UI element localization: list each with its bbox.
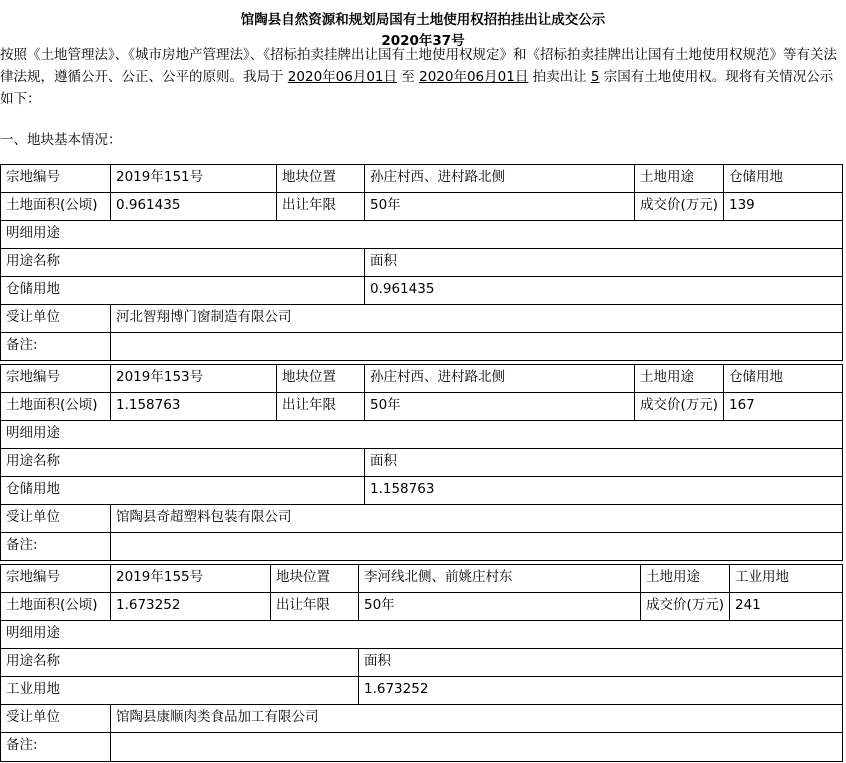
location: 孙庄村西、进村路北侧 — [365, 365, 635, 393]
label-area-col: 面积 — [365, 449, 842, 477]
label-term: 出让年限 — [277, 393, 365, 421]
remarks — [111, 333, 842, 360]
label-usage: 土地用途 — [635, 165, 724, 193]
detail-usage-name: 工业用地 — [1, 677, 359, 705]
parcel-table — [0, 564, 843, 762]
usage: 仓储用地 — [724, 165, 842, 193]
intro-text: 至 — [397, 69, 420, 85]
remarks — [111, 533, 842, 560]
label-area: 土地面积(公顷) — [1, 593, 111, 621]
area: 0.961435 — [111, 193, 277, 221]
label-detail-usage: 明细用途 — [1, 221, 842, 249]
intro-paragraph — [0, 44, 842, 110]
price: 139 — [724, 193, 842, 221]
label-price: 成交价(万元) — [641, 593, 730, 621]
detail-usage-name: 仓储用地 — [1, 277, 365, 305]
label-assignee: 受让单位 — [1, 305, 111, 333]
label-usage: 土地用途 — [641, 565, 730, 593]
usage: 仓储用地 — [724, 365, 842, 393]
parcel-no: 2019年151号 — [111, 165, 277, 193]
assignee: 河北智翔博门窗制造有限公司 — [111, 305, 842, 333]
label-usage-name: 用途名称 — [1, 449, 365, 477]
label-parcel-no: 宗地编号 — [1, 565, 111, 593]
area: 1.158763 — [111, 393, 277, 421]
label-area: 土地面积(公顷) — [1, 193, 111, 221]
assignee: 馆陶县奇超塑料包装有限公司 — [111, 505, 842, 533]
detail-area: 1.673252 — [359, 677, 842, 705]
label-remarks: 备注: — [1, 733, 111, 761]
assignee: 馆陶县康顺肉类食品加工有限公司 — [111, 705, 842, 733]
label-location: 地块位置 — [277, 165, 365, 193]
term: 50年 — [359, 593, 641, 621]
detail-area: 0.961435 — [365, 277, 842, 305]
usage: 工业用地 — [730, 565, 842, 593]
label-detail-usage: 明细用途 — [1, 621, 842, 649]
detail-area: 1.158763 — [365, 477, 842, 505]
intro-text: 按照《土地管理法》、《城市房地产管理法》、《招标拍卖挂牌出让国有土地使用权规定》和《招标拍卖挂牌出让国有土地使用权规范》等有关法律法规，遵循公开、公正、公平的原则。我局于 — [0, 47, 837, 85]
label-remarks: 备注: — [1, 533, 111, 560]
label-parcel-no: 宗地编号 — [1, 165, 111, 193]
label-location: 地块位置 — [271, 565, 359, 593]
label-usage-name: 用途名称 — [1, 249, 365, 277]
label-area: 土地面积(公顷) — [1, 393, 111, 421]
parcel-no: 2019年155号 — [111, 565, 271, 593]
label-price: 成交价(万元) — [635, 193, 724, 221]
label-area-col: 面积 — [359, 649, 842, 677]
announcement-number: 2020年37号 — [381, 33, 465, 49]
intro-text: 拍卖出让 — [528, 69, 591, 85]
label-assignee: 受让单位 — [1, 705, 111, 733]
label-location: 地块位置 — [277, 365, 365, 393]
label-remarks: 备注: — [1, 333, 111, 360]
remarks — [111, 733, 842, 761]
location: 孙庄村西、进村路北侧 — [365, 165, 635, 193]
price: 241 — [730, 593, 842, 621]
location: 李河线北侧、前姚庄村东 — [359, 565, 641, 593]
label-parcel-no: 宗地编号 — [1, 365, 111, 393]
label-term: 出让年限 — [277, 193, 365, 221]
parcel-count: 5 — [590, 69, 600, 85]
page-title: 馆陶县自然资源和规划局国有土地使用权招拍挂出让成交公示 — [240, 12, 606, 28]
area: 1.673252 — [111, 593, 271, 621]
date-from: 2020年06月01日 — [287, 69, 398, 85]
detail-usage-name: 仓储用地 — [1, 477, 365, 505]
label-usage-name: 用途名称 — [1, 649, 359, 677]
label-price: 成交价(万元) — [635, 393, 724, 421]
section-heading: 一、地块基本情况： — [0, 132, 122, 148]
parcel-table — [0, 164, 843, 361]
term: 50年 — [365, 393, 635, 421]
intro-text: 宗国有土地使用权。现将有关情况公示如下： — [0, 69, 834, 107]
label-assignee: 受让单位 — [1, 505, 111, 533]
label-detail-usage: 明细用途 — [1, 421, 842, 449]
term: 50年 — [365, 193, 635, 221]
label-term: 出让年限 — [271, 593, 359, 621]
parcel-table — [0, 364, 843, 561]
date-to: 2020年06月01日 — [419, 69, 529, 85]
price: 167 — [724, 393, 842, 421]
parcel-no: 2019年153号 — [111, 365, 277, 393]
label-usage: 土地用途 — [635, 365, 724, 393]
label-area-col: 面积 — [365, 249, 842, 277]
